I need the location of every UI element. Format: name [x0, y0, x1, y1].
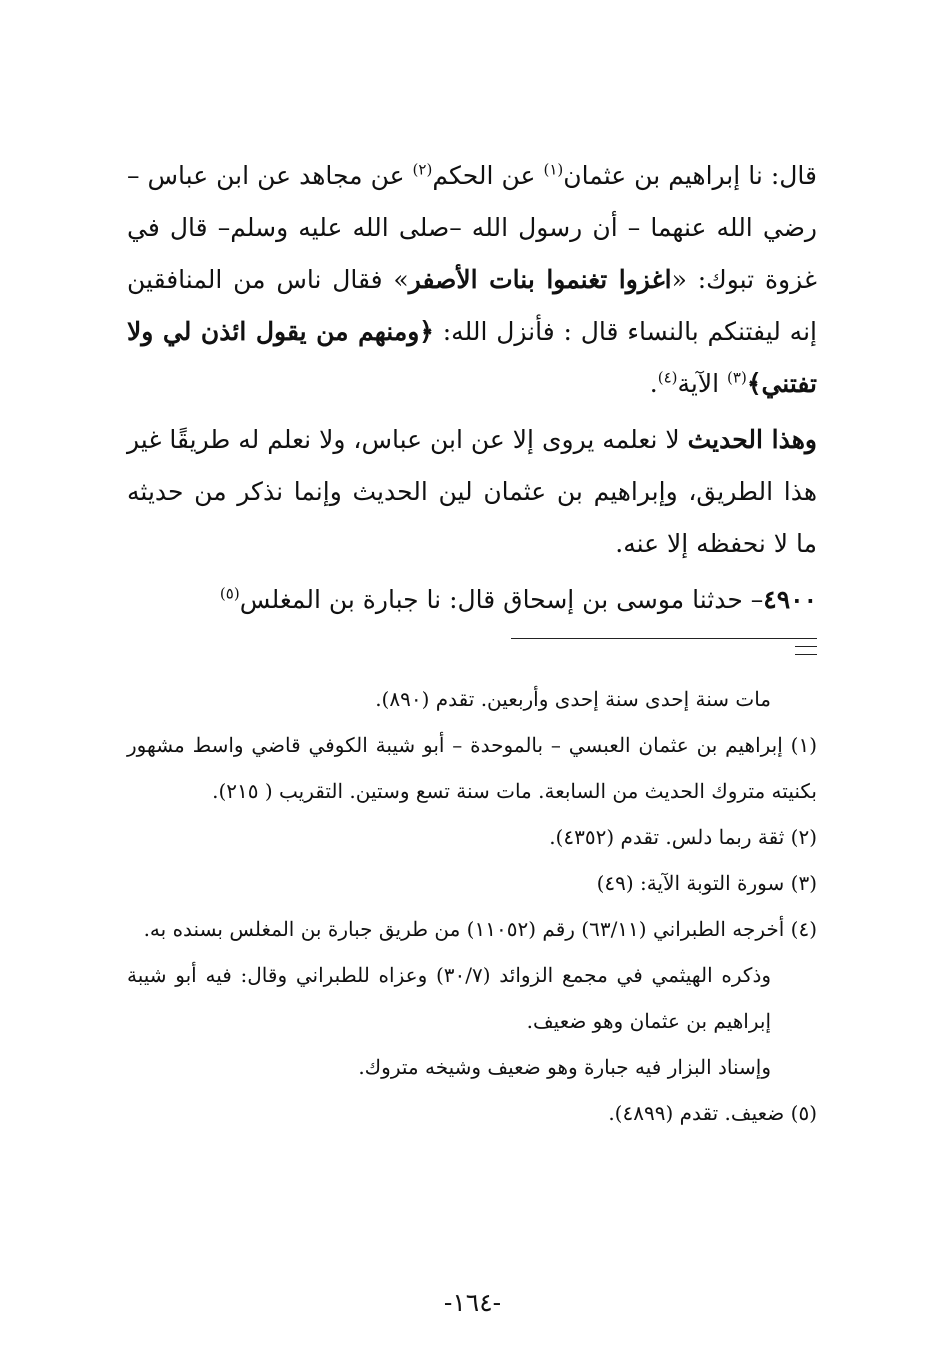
text-run: عن مجاهد عن ابن عباس – رضي الله عنهما – أن رسول الله –صلى الله عليه وسلم– قال في غزوة تبوك: «	[127, 161, 817, 294]
text-run: قال: نا إبراهيم بن عثمان	[563, 161, 817, 190]
main-text	[127, 150, 817, 630]
footnote-5: (٥) ضعيف. تقدم (٤٨٩٩).	[608, 1101, 817, 1125]
text-run: » فقال ناس من المنافقين إنه ليفتنكم بالنساء قال : فأنزل الله:	[127, 265, 817, 346]
text-run: عن الحكم	[432, 161, 544, 190]
page-number: -١٦٤-	[443, 1288, 502, 1317]
text-run: الآية	[677, 369, 728, 398]
commentary-lead: وهذا الحديث	[687, 425, 817, 454]
footnotes	[127, 676, 817, 1136]
footnote-4-cont: وإسناد البزار فيه جبارة وهو ضعيف وشيخه متروك.	[358, 1055, 771, 1079]
footnote-ref-3: (٣)	[727, 368, 747, 387]
hadith-quote: اغزوا تغنموا بنات الأصفر	[408, 265, 672, 294]
paragraph-hadith-4900	[127, 574, 817, 626]
text-run: .	[649, 369, 658, 398]
footnote-ref-1: (١)	[543, 160, 564, 179]
text-run: لا نعلمه يروى إلا عن ابن عباس، ولا نعلم له طريقًا غير هذا الطريق، وإبراهيم بن عثمان لين الحديث وإنما نذكر من حديثه ما لا نحفظه إلا عنه.	[127, 425, 817, 558]
footnote-ref-2: (٢)	[412, 160, 433, 179]
footnote-ref-4: (٤)	[657, 368, 678, 387]
quran-verse: ﴿ومنهم من يقول ائذن لي ولا تفتني﴾	[127, 317, 817, 398]
footnote-4-cont: وذكره الهيثمي في مجمع الزوائد (٣٠/٧) وعزاه للطبراني وقال: فيه أبو شيبة إبراهيم بن عثمان وهو ضعيف.	[127, 963, 772, 1033]
footnote-continued: مات سنة إحدى سنة إحدى وأربعين. تقدم (٨٩٠).	[375, 687, 771, 711]
footnote-ref-5: (٥)	[219, 584, 240, 603]
text-run: – حدثنا موسى بن إسحاق قال: نا جبارة بن المغلس	[239, 585, 764, 614]
hadith-number: ٤٩٠٠	[763, 585, 817, 614]
footnote-separator	[511, 638, 817, 639]
paragraph-commentary	[127, 414, 817, 570]
footnote-3: (٣) سورة التوبة الآية: (٤٩)	[596, 871, 817, 895]
continuation-mark	[795, 646, 817, 655]
footnote-1: (١) إبراهيم بن عثمان العبسي – بالموحدة – أبو شيبة الكوفي قاضي واسط مشهور بكنيته متروك الحديث من السابعة. مات سنة تسع وستين. التقريب ( ٢١٥).	[127, 733, 817, 803]
footnote-4: (٤) أخرجه الطبراني (٦٣/١١) رقم (١١٠٥٢) من طريق جبارة بن المغلس بسنده به.	[143, 917, 817, 941]
footnote-2: (٢) ثقة ربما دلس. تقدم (٤٣٥٢).	[549, 825, 817, 849]
paragraph-hadith	[127, 150, 817, 410]
